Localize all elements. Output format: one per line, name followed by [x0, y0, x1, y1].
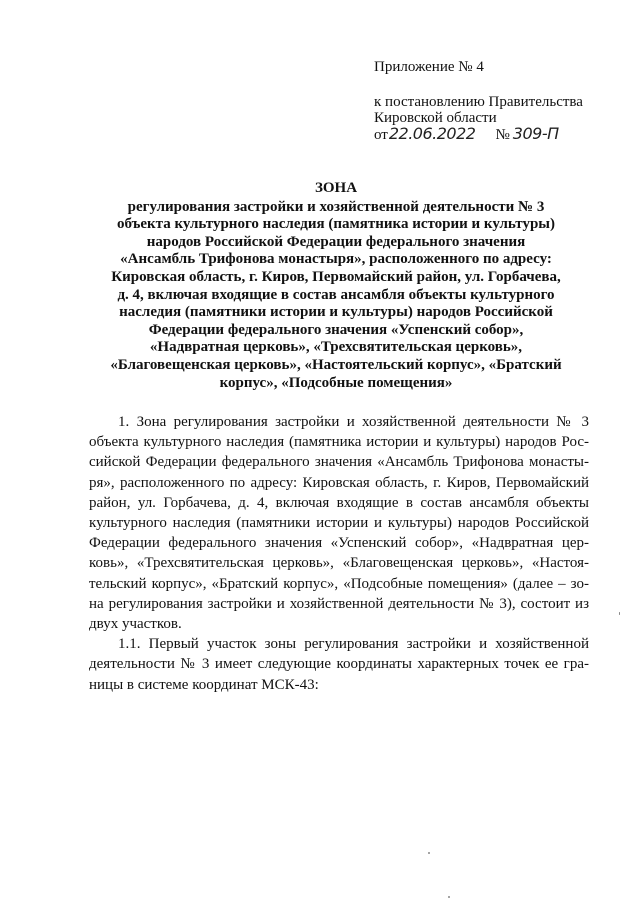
title-line: наследия (памятники истории и культуры) народов Российской — [119, 304, 553, 321]
scan-speck — [428, 852, 430, 854]
title-heading: ЗОНА — [314, 180, 358, 196]
appendix-label: Приложение № 4 — [374, 59, 484, 75]
paragraph-1-line: ря», расположенного по адресу: Кировская область, г. Киров, Первомайский — [89, 474, 589, 491]
paragraph-1-line: сийской Федерации федерального значения «Ансамбль Трифонова монасты- — [89, 454, 589, 471]
number-prefix: № — [495, 127, 510, 143]
paragraph-1-line: 1. Зона регулирования застройки и хозяйственной деятельности № 3 — [118, 414, 589, 430]
title-line: Кировская область, г. Киров, Первомайский район, ул. Горбачева, — [111, 268, 561, 285]
title-line: регулирования застройки и хозяйственной деятельности № 3 — [127, 198, 545, 215]
resolution-reference — [374, 94, 614, 143]
paragraph-1-line: район, ул. Горбачева, д. 4, включая входящие в состав ансамбля объекты — [89, 494, 589, 511]
paragraph-2-line: 1.1. Первый участок зоны регулирования застройки и хозяйственной — [118, 636, 589, 653]
title-line: объекта культурного наследия (памятника истории и культуры) — [116, 216, 555, 233]
title-line: «Ансамбль Трифонова монастыря», расположенного по адресу: — [120, 251, 552, 268]
title-line: д. 4, включая входящие в состав ансамбля объекты культурного — [117, 286, 555, 303]
handwritten-date: 22.06.2022 — [388, 124, 476, 143]
paragraph-1-line: тельский корпус», «Братский корпус», «Подсобные помещения» (далее – зо- — [89, 575, 589, 592]
title-line: народов Российской Федерации федерального значения — [146, 233, 526, 250]
title-line: Федерации федерального значения «Успенский собор», — [148, 321, 524, 338]
paragraph-1-line: объекта культурного наследия (памятника истории и культуры) народов Рос- — [89, 434, 589, 451]
scan-speck — [448, 896, 450, 898]
paragraph-1-line: ковь», «Трехсвятительская церковь», «Благовещенская церковь», «Настоя- — [89, 555, 589, 572]
resolution-line-2: Кировской области — [374, 110, 497, 126]
handwritten-number: 309-П — [512, 124, 559, 143]
paragraph-2-line: ницы в системе координат МСК-43: — [89, 676, 319, 693]
title-line: «Благовещенская церковь», «Настоятельский корпус», «Братский — [110, 356, 562, 373]
paragraph-1-line: двух участков. — [89, 616, 182, 633]
title-line: корпус», «Подсобные помещения» — [219, 374, 453, 391]
date-number-line — [374, 126, 614, 143]
paragraph-1-line: Федерации федерального значения «Успенский собор», «Надвратная цер- — [89, 535, 589, 552]
document-title — [86, 180, 586, 392]
date-prefix: от — [374, 127, 388, 143]
paragraph-1-line: на регулирования застройки и хозяйственной деятельности № 3), состоит из — [89, 595, 589, 612]
paragraph-1-line: культурного наследия (памятники истории и культуры) народов Российской — [89, 515, 589, 532]
resolution-line-1: к постановлению Правительства — [374, 94, 583, 110]
body-text — [89, 412, 589, 695]
title-line: «Надвратная церковь», «Трехсвятительская церковь», — [149, 339, 523, 356]
paragraph-2-line: деятельности № 3 имеет следующие координаты характерных точек ее гра- — [89, 656, 589, 673]
scan-speck — [619, 612, 620, 615]
